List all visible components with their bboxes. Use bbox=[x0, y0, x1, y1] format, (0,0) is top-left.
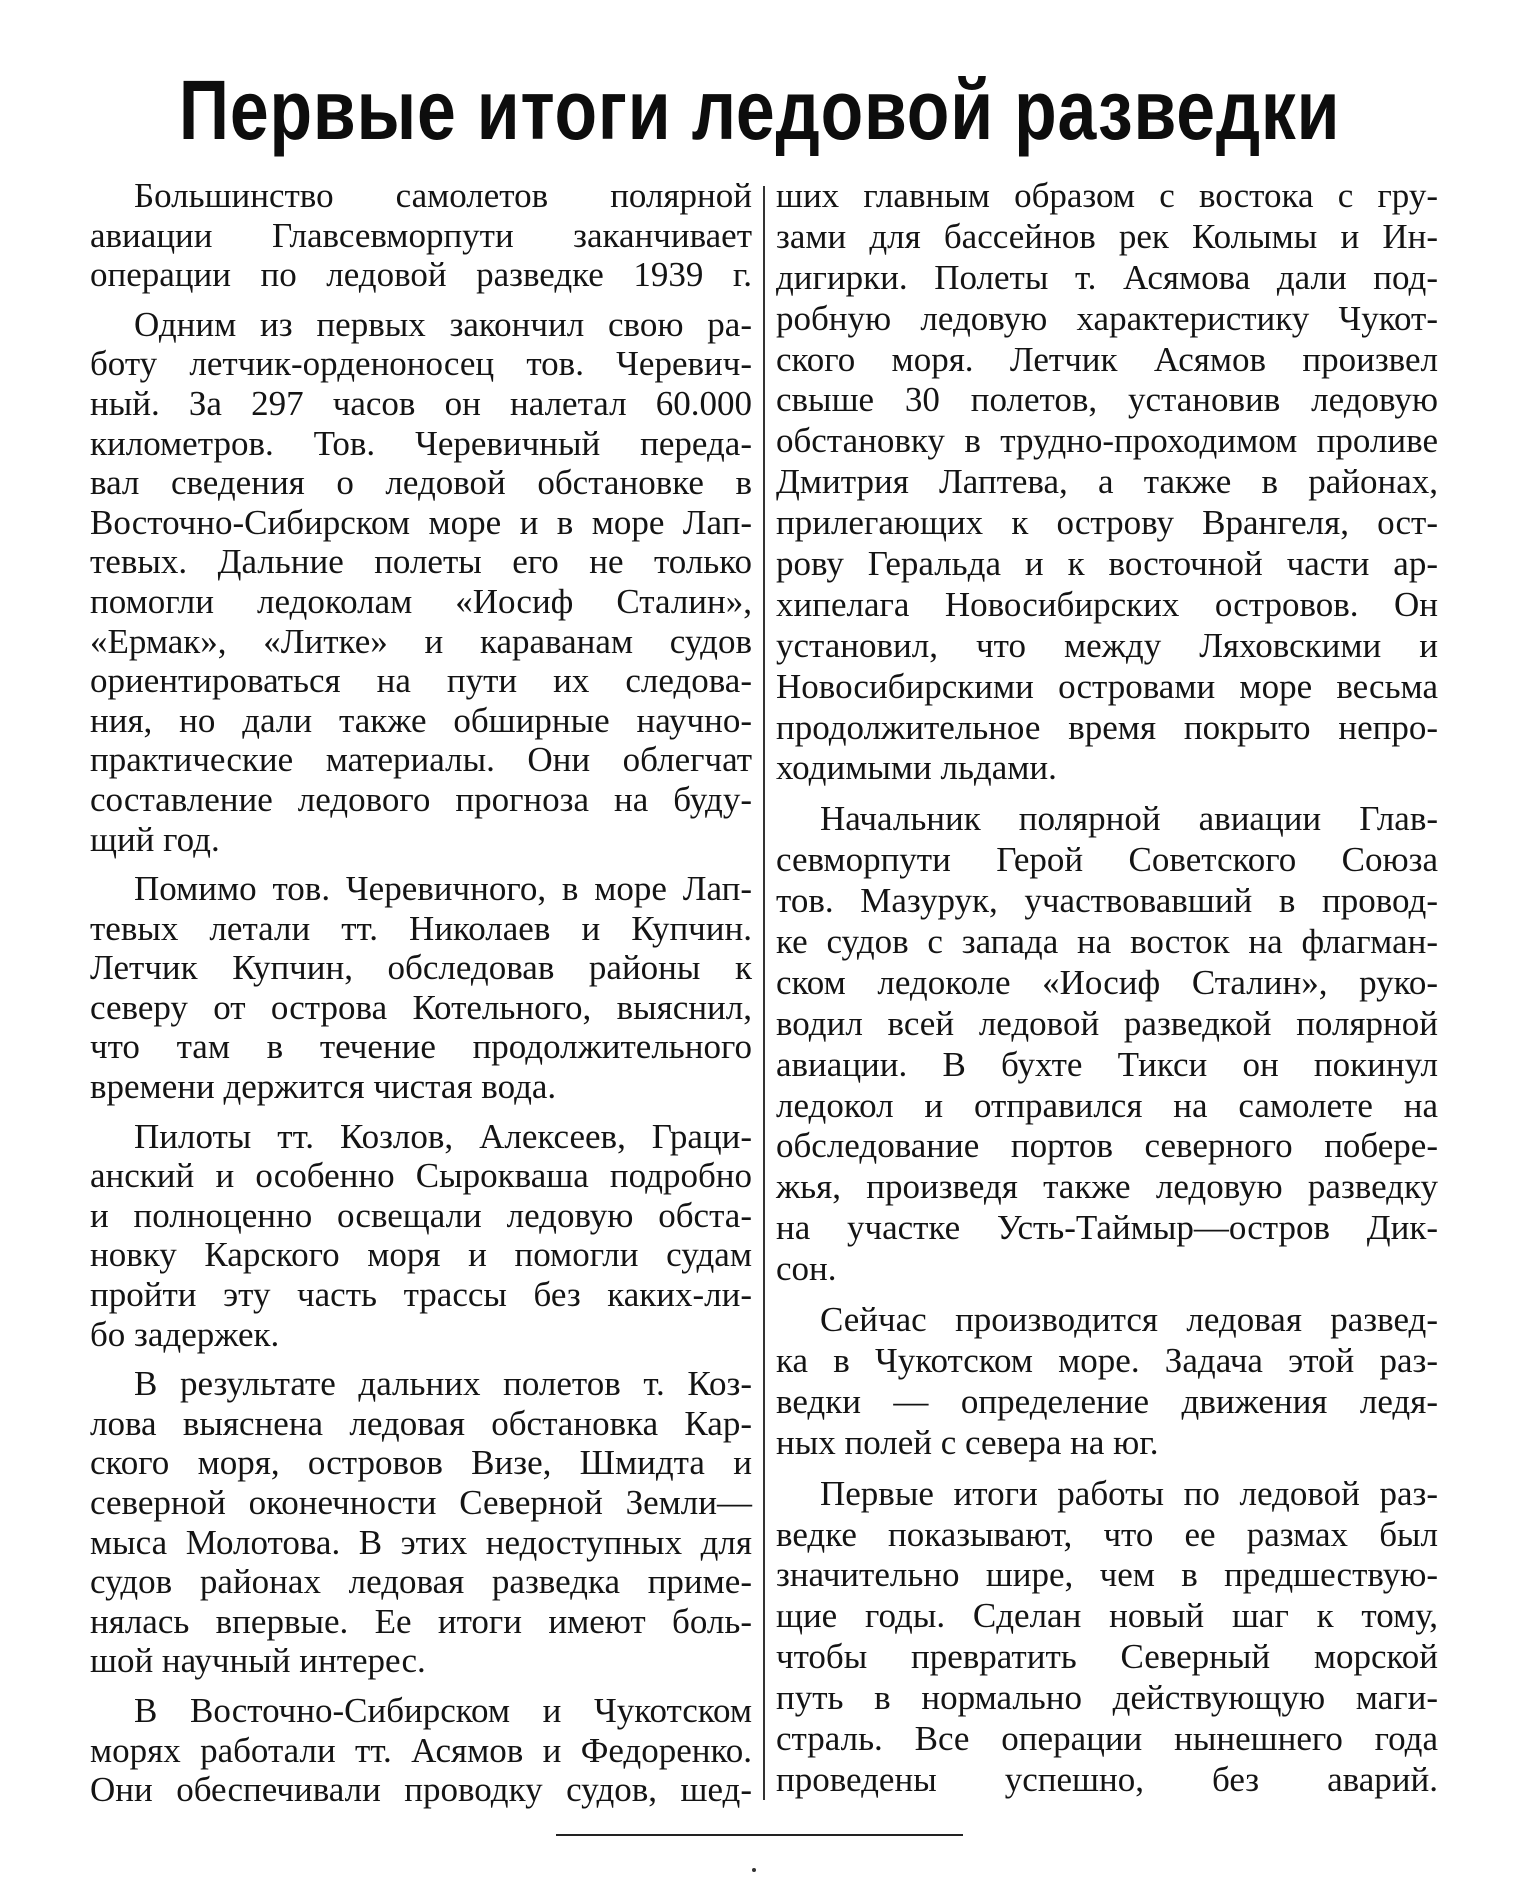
text-line: ском ледоколе «Иосиф Сталин», руко- bbox=[776, 962, 1438, 1002]
text-line: Восточно-Сибирском море и в море Лап- bbox=[90, 502, 752, 542]
text-line: Летчик Купчин, обследовав районы к bbox=[90, 948, 752, 988]
text-line: ный. За 297 часов он налетал 60.000 bbox=[90, 383, 752, 423]
text-line: бо задержек. bbox=[90, 1314, 280, 1354]
text-line: ния, но дали также обширные научно- bbox=[90, 700, 752, 740]
text-line: ского моря. Летчик Асямов произвел bbox=[776, 339, 1438, 379]
text-line: зами для бассейнов рек Колымы и Ин- bbox=[776, 216, 1438, 256]
text-line: значительно шире, чем в предшествую- bbox=[776, 1555, 1438, 1595]
text-line: судов районах ледовая разведка приме- bbox=[90, 1562, 752, 1602]
text-line: Дмитрия Лаптева, а также в районах, bbox=[776, 462, 1438, 502]
text-line: вал сведения о ледовой обстановке в bbox=[90, 463, 752, 503]
text-line: ведки — определение движения ледя- bbox=[776, 1381, 1438, 1421]
text-line: северной оконечности Северной Земли— bbox=[90, 1483, 752, 1522]
text-line: анский и особенно Сырокваша подробно bbox=[90, 1156, 752, 1196]
text-line: ке судов с запада на восток на флагман- bbox=[776, 922, 1438, 962]
text-line: дигирки. Полеты т. Асямова дали под- bbox=[776, 257, 1438, 297]
text-line: километров. Тов. Черевичный переда- bbox=[90, 423, 752, 463]
text-line: составление ледового прогноза на буду- bbox=[90, 779, 752, 819]
paragraph bbox=[776, 799, 1438, 1290]
text-line: на участке Усть-Таймыр—остров Дик- bbox=[776, 1208, 1438, 1248]
text-line: Большинство самолетов полярной bbox=[134, 176, 752, 215]
text-line: чтобы превратить Северный морской bbox=[776, 1637, 1438, 1677]
text-line: щие годы. Сделан новый шаг к тому, bbox=[776, 1596, 1438, 1636]
text-line: ледокол и отправился на самолете на bbox=[776, 1085, 1438, 1125]
text-line: Новосибирскими островами море весьма bbox=[776, 666, 1438, 706]
text-line: ных полей с севера на юг. bbox=[776, 1422, 1159, 1462]
text-line: лова выяснена ледовая обстановка Кар- bbox=[90, 1403, 752, 1443]
end-rule bbox=[556, 1834, 963, 1836]
text-line: ходимыми льдами. bbox=[776, 748, 1057, 788]
paragraph bbox=[90, 176, 752, 295]
column-divider bbox=[763, 186, 765, 1800]
text-line: ского моря, островов Визе, Шмидта и bbox=[90, 1443, 752, 1483]
text-line: пройти эту часть трассы без каких-ли- bbox=[90, 1275, 752, 1315]
text-line: тов. Мазурук, участвовавший в провод- bbox=[776, 881, 1438, 921]
text-line: свыше 30 полетов, установив ледовую bbox=[776, 380, 1438, 420]
text-line: «Ермак», «Литке» и караванам судов bbox=[90, 621, 752, 661]
text-line: В результате дальних полетов т. Коз- bbox=[134, 1364, 752, 1404]
article-headline: Первые итоги ледовой разведки bbox=[179, 63, 1341, 157]
text-line: операции по ледовой разведке 1939 г. bbox=[90, 255, 752, 295]
text-line: авиации Главсевморпути заканчивает bbox=[90, 215, 752, 255]
text-line: морях работали тт. Асямов и Федоренко. bbox=[90, 1730, 752, 1770]
text-line: ка в Чукотском море. Задача этой раз- bbox=[776, 1340, 1438, 1380]
paragraph bbox=[90, 1117, 752, 1355]
article-headline-wrap bbox=[0, 62, 1520, 159]
text-line: Помимо тов. Черевичного, в море Лап- bbox=[134, 869, 752, 909]
right-column bbox=[776, 176, 1438, 1811]
paragraph bbox=[90, 1364, 752, 1681]
text-line: ших главным образом с востока с гру- bbox=[776, 176, 1438, 215]
text-line: В Восточно-Сибирском и Чукотском bbox=[134, 1690, 752, 1730]
paragraph bbox=[776, 176, 1438, 789]
paragraph bbox=[90, 1691, 752, 1810]
left-column bbox=[90, 176, 752, 1820]
text-line: помогли ледоколам «Иосиф Сталин», bbox=[90, 581, 752, 621]
text-line: и полноценно освещали ледовую обста- bbox=[90, 1195, 752, 1235]
paragraph bbox=[90, 305, 752, 859]
text-line: Сейчас производится ледовая развед- bbox=[820, 1300, 1438, 1340]
text-line: страль. Все операции нынешнего года bbox=[776, 1718, 1438, 1758]
text-line: водил всей ледовой разведкой полярной bbox=[776, 1003, 1438, 1043]
text-line: Они обеспечивали проводку судов, шед- bbox=[90, 1770, 752, 1810]
paragraph bbox=[776, 1474, 1438, 1801]
text-line: проведены успешно, без аварий. bbox=[776, 1759, 1438, 1799]
paragraph bbox=[776, 1300, 1438, 1464]
text-line: обстановку в трудно-проходимом проливе bbox=[776, 421, 1438, 461]
text-line: нялась впервые. Ее итоги имеют боль- bbox=[90, 1601, 752, 1641]
page-mark-dot bbox=[752, 1868, 756, 1872]
text-line: практические материалы. Они облегчат bbox=[90, 740, 752, 780]
text-line: боту летчик-орденоносец тов. Черевич- bbox=[90, 344, 752, 384]
text-line: путь в нормально действующую маги- bbox=[776, 1678, 1438, 1718]
text-line: Начальник полярной авиации Глав- bbox=[820, 799, 1438, 839]
text-line: Первые итоги работы по ледовой раз- bbox=[820, 1473, 1438, 1513]
text-line: ориентироваться на пути их следова- bbox=[90, 661, 752, 701]
paragraph bbox=[90, 869, 752, 1107]
text-line: авиации. В бухте Тикси он покинул bbox=[776, 1044, 1438, 1084]
text-line: прилегающих к острову Врангеля, ост- bbox=[776, 503, 1438, 543]
text-line: сон. bbox=[776, 1249, 837, 1289]
text-line: щий год. bbox=[90, 819, 220, 859]
text-line: хипелага Новосибирских островов. Он bbox=[776, 584, 1438, 624]
text-line: севморпути Герой Советского Союза bbox=[776, 840, 1438, 880]
text-line: новку Карского моря и помогли судам bbox=[90, 1235, 752, 1275]
text-line: установил, что между Ляховскими и bbox=[776, 625, 1438, 665]
text-line: робную ледовую характеристику Чукот- bbox=[776, 298, 1438, 338]
text-line: что там в течение продолжительного bbox=[90, 1027, 752, 1067]
text-line: обследование портов северного побере- bbox=[776, 1126, 1438, 1166]
text-line: мыса Молотова. В этих недоступных для bbox=[90, 1522, 752, 1562]
text-line: северу от острова Котельного, выяснил, bbox=[90, 987, 752, 1027]
text-line: Одним из первых закончил свою ра- bbox=[134, 304, 752, 344]
text-line: ведке показывают, что ее размах был bbox=[776, 1514, 1438, 1554]
text-line: времени держится чистая вода. bbox=[90, 1067, 557, 1107]
text-line: рову Геральда и к восточной части ар- bbox=[776, 544, 1438, 584]
text-line: тевых. Дальние полеты его не только bbox=[90, 542, 752, 582]
text-line: жья, произведя также ледовую разведку bbox=[776, 1167, 1438, 1207]
text-line: Пилоты тт. Козлов, Алексеев, Граци- bbox=[134, 1116, 752, 1156]
text-line: тевых летали тт. Николаев и Купчин. bbox=[90, 908, 752, 948]
text-line: шой научный интерес. bbox=[90, 1641, 426, 1681]
text-line: продолжительное время покрыто непро- bbox=[776, 707, 1438, 747]
